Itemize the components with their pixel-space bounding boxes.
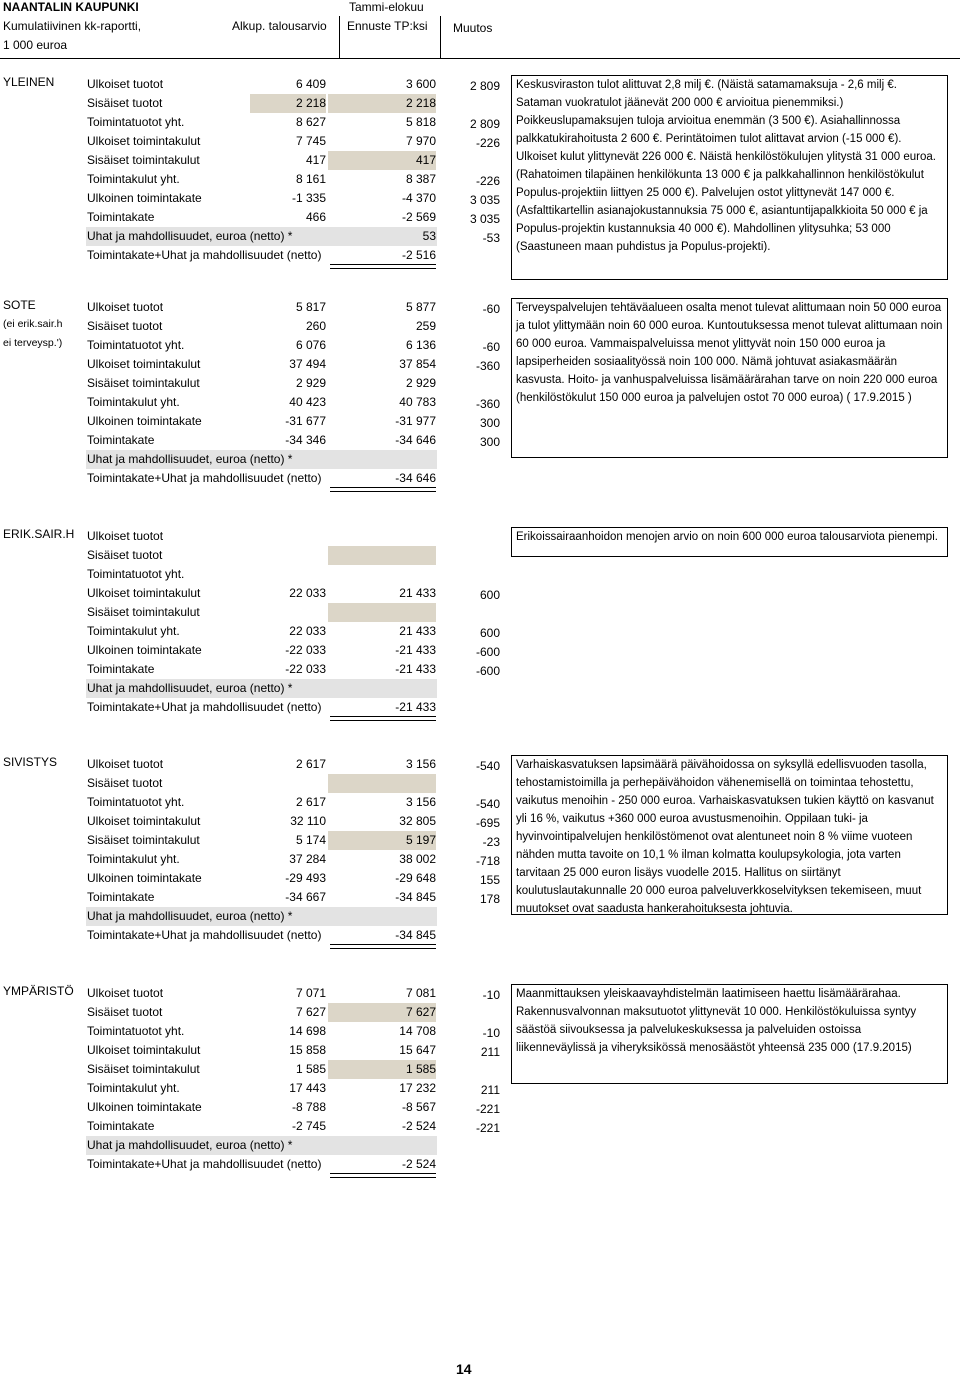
table-row [0,132,510,151]
budget-value [250,450,326,469]
table-row [0,698,510,717]
table-row [0,246,510,265]
budget-value: -29 493 [285,871,326,885]
section-note: Varhaiskasvatuksen lapsimäärä päivähoidossa on syksyllä edellisvuoden tasolla, tehostamistoimilla ja perhepäivähoidon vähenemisellä on toimintaa tehostettu, vaikutus menoihin - 250 000 euroa. Varhaiskasvatuksen tukien käyttö on kasvanut yli 16 %, vaikutus +360 000 euroa avustusmenoihin. Oppilaan tuki- ja hyvinvointipalvelujen henkilöstömenot ovat alentuneet noin 8 % viime vuoteen nähden mutta tavoite on 10,1 % ilman kolmatta koulupsykologia, jota varten tarvitaan 25 000 euron lisäys vuodelle 2015. Hallitus on siirtänyt koulutuslautakunnalle 20 000 euroa palveluverkkoselvityksen tekemiseen, muut muutokset ovat saadusta hankerahoituksesta johtuvia. [511,755,948,915]
change-value [440,450,500,469]
forecast-value [328,603,436,622]
budget-value: 7 745 [295,134,326,148]
budget-value [250,469,326,488]
row-label: Ulkoinen toimintakate [87,643,202,657]
row-label: Toimintakulut yht. [87,1081,180,1095]
section-code: SIVISTYS [3,755,58,769]
budget-value: 14 698 [289,1024,326,1038]
row-label: Sisäiset toimintakulut [87,1062,200,1076]
row-label: Sisäiset toimintakulut [87,376,200,390]
header-divider [339,16,340,58]
change-value: -53 [482,231,500,245]
table-row [0,469,510,488]
row-label: Toimintatuotot yht. [87,795,185,809]
table-row [0,831,510,850]
row-label: Toimintatuotot yht. [87,1024,185,1038]
forecast-value: 6 136 [405,338,436,352]
budget-value: 417 [305,153,326,167]
forecast-value: 3 156 [405,795,436,809]
budget-value: -8 788 [291,1100,326,1114]
table-row [0,1060,510,1079]
budget-value: 5 174 [295,833,326,847]
change-value: -718 [475,854,500,868]
forecast-value: -34 845 [395,890,436,904]
forecast-value: 5 877 [405,300,436,314]
unit-label: 1 000 euroa [3,38,68,52]
change-value: -221 [475,1121,500,1135]
table-row [0,113,510,132]
row-label: Uhat ja mahdollisuudet, euroa (netto) * [87,229,293,243]
table-row [0,393,510,412]
budget-value [250,1136,326,1155]
budget-value: 37 284 [289,852,326,866]
table-row [0,336,510,355]
forecast-value: 3 600 [405,77,436,91]
change-value: 300 [479,435,500,449]
row-label: Toimintatuotot yht. [87,115,185,129]
section-note: Terveyspalvelujen tehtäväalueen osalta menot tulevat alittumaan noin 50 000 euroa ja tulot ylittymään noin 60 000 euroa. Kuntoutuksessa menot tulevat alittumaan noin 60 000 euroa. Vammaispalveluissa menot ylittyvät noin 150 000 euroa ja lapsiperheiden sosiaalityössä noin 100 000. Nämä johtuvat asiakasmäärän kasvusta. Hoito- ja vanhuspalveluissa lisämäärärahan tarve on noin 220 000 euroa (henkilöstökulut 150 000 euroa ja palvelujen ostot 70 000 euroa) ( 17.9.2015 ) [511,298,948,458]
change-value: -10 [482,988,500,1002]
forecast-value: -2 569 [401,210,436,224]
table-row [0,1022,510,1041]
forecast-value: 259 [415,319,436,333]
row-label: Ulkoiset toimintakulut [87,586,201,600]
change-value [440,246,500,265]
change-value [440,317,500,336]
budget-value: 15 858 [289,1043,326,1057]
row-label: Ulkoinen toimintakate [87,871,202,885]
table-row [0,679,510,698]
change-value [440,527,500,546]
change-value [440,603,500,622]
budget-value [250,907,326,926]
table-row [0,227,510,246]
change-value: -695 [475,816,500,830]
row-label: Sisäiset tuotot [87,319,163,333]
forecast-value: -34 845 [395,928,436,942]
row-label: Ulkoiset tuotot [87,757,164,771]
forecast-value: -31 977 [395,414,436,428]
change-value: -221 [475,1102,500,1116]
budget-value: -1 335 [291,191,326,205]
row-label: Ulkoinen toimintakate [87,414,202,428]
table-row [0,641,510,660]
budget-value: 2 617 [295,795,326,809]
forecast-value: -2 516 [401,248,436,262]
row-label: Ulkoiset toimintakulut [87,134,201,148]
row-label: Ulkoinen toimintakate [87,191,202,205]
page-number: 14 [456,1361,472,1377]
row-label: Sisäiset tuotot [87,776,163,790]
table-row [0,1079,510,1098]
row-label: Toimintakate+Uhat ja mahdollisuudet (netto) [87,1157,322,1171]
change-value: -600 [475,664,500,678]
section-code: ERIK.SAIR.H [3,527,75,541]
table-row [0,793,510,812]
row-label: Ulkoiset tuotot [87,529,164,543]
row-label: Toimintakate+Uhat ja mahdollisuudet (netto) [87,928,322,942]
table-row [0,584,510,603]
table-row [0,1136,510,1155]
table-row [0,170,510,189]
table-row [0,622,510,641]
budget-value: 6 409 [295,77,326,91]
table-row [0,355,510,374]
change-value [440,907,500,926]
budget-value [250,603,326,622]
change-value [440,698,500,717]
forecast-value: 21 433 [399,586,436,600]
row-label: Sisäiset toimintakulut [87,153,200,167]
table-row [0,926,510,945]
change-value: -226 [475,174,500,188]
forecast-value [328,527,436,546]
forecast-value: 3 156 [405,757,436,771]
col-header-budget: Alkup. talousarvio [232,19,327,33]
row-label: Toimintakate+Uhat ja mahdollisuudet (netto) [87,471,322,485]
change-value: 211 [480,1045,500,1059]
change-value [440,374,500,393]
budget-value: 37 494 [289,357,326,371]
table-row [0,812,510,831]
row-label: Toimintakate+Uhat ja mahdollisuudet (netto) [87,248,322,262]
row-label: Toimintakulut yht. [87,172,180,186]
row-label: Ulkoiset tuotot [87,77,164,91]
row-label: Toimintakate [87,1119,155,1133]
budget-value: 6 076 [295,338,326,352]
budget-value [250,774,326,793]
row-label: Toimintakate [87,433,155,447]
table-row [0,208,510,227]
forecast-value: -21 433 [395,662,436,676]
row-label: Ulkoiset toimintakulut [87,1043,201,1057]
budget-value: 22 033 [289,624,326,638]
row-label: Ulkoiset toimintakulut [87,357,201,371]
row-label: Sisäiset toimintakulut [87,605,200,619]
row-label: Toimintatuotot yht. [87,567,185,581]
forecast-value: -2 524 [401,1119,436,1133]
budget-value: 5 817 [295,300,326,314]
budget-value: 466 [305,210,326,224]
budget-value: 8 161 [295,172,326,186]
change-value: -60 [482,340,500,354]
change-value: 3 035 [469,193,500,207]
row-label: Toimintakulut yht. [87,852,180,866]
budget-value: 32 110 [290,814,326,828]
forecast-value: 5 197 [328,831,436,850]
forecast-value: -2 524 [401,1157,436,1171]
row-label: Uhat ja mahdollisuudet, euroa (netto) * [87,1138,293,1152]
forecast-value: 7 081 [405,986,436,1000]
table-row [0,1041,510,1060]
budget-value: 260 [305,319,326,333]
forecast-value: 15 647 [399,1043,436,1057]
table-row [0,546,510,565]
total-underline [330,944,436,949]
table-row [0,565,510,584]
forecast-value [328,907,436,926]
change-value [440,469,500,488]
row-label: Ulkoiset tuotot [87,300,164,314]
change-value: 178 [479,892,500,906]
change-value: 211 [480,1083,500,1097]
forecast-value: 21 433 [399,624,436,638]
change-value: 600 [479,626,500,640]
budget-value [250,246,326,265]
row-label: Toimintatuotot yht. [87,338,185,352]
forecast-value [328,450,436,469]
forecast-value: 38 002 [399,852,436,866]
budget-value [250,698,326,717]
change-value [440,926,500,945]
forecast-value: -34 646 [395,471,436,485]
row-label: Ulkoiset tuotot [87,986,164,1000]
budget-value: -34 667 [285,890,326,904]
table-row [0,1117,510,1136]
forecast-value: 2 218 [328,94,436,113]
forecast-value [328,546,436,565]
change-value: -10 [482,1026,500,1040]
change-value: -360 [475,359,500,373]
budget-value: -22 033 [285,662,326,676]
forecast-value: 8 387 [405,172,436,186]
total-underline [330,264,436,269]
row-label: Uhat ja mahdollisuudet, euroa (netto) * [87,909,293,923]
header-divider [440,16,441,58]
change-value: -226 [475,136,500,150]
budget-value: -22 033 [285,643,326,657]
forecast-value: -34 646 [395,433,436,447]
table-row [0,774,510,793]
change-value [440,1060,500,1079]
change-value [440,546,500,565]
forecast-value: -29 648 [395,871,436,885]
table-row [0,1155,510,1174]
forecast-value: 417 [328,151,436,170]
budget-value: 40 423 [289,395,326,409]
section-note: Maanmittauksen yleiskaavayhdistelmän laatimiseen haettu lisämäärärahaa. Rakennusvalvonnan maksutuotot ylittynevät 10 000. Henkilöstökuluissa syntyy säästöä siivouksessa ja palvelukeskuksessa ja palveluiden ostoissa liikenneväylissä ja viheryksikössä menosäästöt yhteensä 235 000 (17.9.2015) [511,984,948,1084]
change-value: 300 [479,416,500,430]
budget-value: 2 929 [295,376,326,390]
table-row [0,603,510,622]
row-label: Sisäiset toimintakulut [87,833,200,847]
budget-value: -2 745 [291,1119,326,1133]
change-value: -540 [475,797,500,811]
budget-value [250,926,326,945]
budget-value: 7 627 [295,1005,326,1019]
section-code: SOTE [3,298,36,312]
budget-value: 2 617 [295,757,326,771]
forecast-value: -21 433 [395,643,436,657]
table-row [0,850,510,869]
change-value [440,774,500,793]
total-underline [330,716,436,721]
col-header-forecast: Ennuste TP:ksi [347,19,428,33]
section-note: Keskusviraston tulot alittuvat 2,8 milj €. (Näistä satamamaksuja - 2,6 milj €. Sataman vuokratulot jäänevät 200 000 € arvioitua pienemmiksi.) Poikkeuslupamaksujen tuloja arvioitua enemmän (3 500 €). Asiahallinnossa palkkatukirahoitusta 2 600 €. Perintätoimen tulot alittavat arvion (-15 000 €). Ulkoiset kulut ylittynevät 226 000 €. Näistä henkilöstökulujen ylitystä 31 000 euroa. (Rahatoimen tilapäinen henkilökunta 13 000 € ja palkkahallinnon henkilöstökulut Populus-projektiin liittyen 25 000 €). Palvelujen ostot ylittynevät 147 000 €. (Asfalttikartellin asianajokustannuksia 75 000 €, asiantuntijapalkkioita 50 000 € ja Populus-projektin kustannuksia 40 000 €). Mahdollinen ylitysuhka; 53 000 (Saastuneen maan puhdistus ja Populus-projekti). [511,75,948,280]
change-value [440,1155,500,1174]
row-label: Ulkoiset toimintakulut [87,814,201,828]
change-value [440,679,500,698]
table-row [0,317,510,336]
budget-value [250,227,326,246]
change-value [440,565,500,584]
forecast-value [328,565,436,584]
change-value: 2 809 [469,117,500,131]
forecast-value: 7 970 [405,134,436,148]
forecast-value: 14 708 [399,1024,436,1038]
budget-value [250,1155,326,1174]
table-row [0,412,510,431]
forecast-value: -8 567 [401,1100,436,1114]
table-row [0,1098,510,1117]
section-code: YMPÄRISTÖ [3,984,74,998]
table-row [0,755,510,774]
change-value: 3 035 [469,212,500,226]
change-value: 155 [479,873,500,887]
budget-value: 8 627 [295,115,326,129]
forecast-value: -21 433 [395,700,436,714]
row-label: Sisäiset tuotot [87,96,163,110]
budget-value [250,546,326,565]
change-value: -60 [482,302,500,316]
budget-value: 22 033 [289,586,326,600]
header-rule [0,58,960,59]
forecast-value [328,679,436,698]
table-row [0,374,510,393]
forecast-value [328,774,436,793]
row-label: Uhat ja mahdollisuudet, euroa (netto) * [87,681,293,695]
budget-value: 7 071 [295,986,326,1000]
row-label: Toimintakate+Uhat ja mahdollisuudet (netto) [87,700,322,714]
report-title: Kumulatiivinen kk-raportti, [3,19,142,33]
change-value [440,1136,500,1155]
budget-value [250,527,326,546]
budget-value: 1 585 [295,1062,326,1076]
table-row [0,869,510,888]
row-label: Sisäiset tuotot [87,548,163,562]
table-row [0,151,510,170]
budget-value: -34 346 [285,433,326,447]
table-row [0,450,510,469]
change-value [440,1003,500,1022]
row-label: Toimintakulut yht. [87,624,180,638]
table-row [0,660,510,679]
budget-value: -31 677 [285,414,326,428]
section-code-note: ei terveysp.') [3,337,63,349]
org-name: NAANTALIN KAUPUNKI [3,0,139,14]
section-code-note: (ei erik.sair.h [3,318,63,330]
row-label: Toimintakate [87,662,155,676]
forecast-value: 32 805 [399,814,436,828]
forecast-value: 37 854 [399,357,436,371]
table-row [0,984,510,1003]
table-row [0,907,510,926]
row-label: Toimintakate [87,210,155,224]
col-header-change: Muutos [453,21,493,35]
forecast-value: 1 585 [328,1060,436,1079]
row-label: Toimintakate [87,890,155,904]
total-underline [330,487,436,492]
forecast-value: 17 232 [399,1081,436,1095]
forecast-value [328,1136,436,1155]
table-row [0,431,510,450]
change-value: -360 [475,397,500,411]
budget-value [250,679,326,698]
table-row [0,888,510,907]
change-value: -600 [475,645,500,659]
change-value: -23 [482,835,500,849]
table-row [0,75,510,94]
budget-value: 17 443 [289,1081,326,1095]
forecast-value: 5 818 [405,115,436,129]
change-value: 600 [479,588,500,602]
change-value: 2 809 [469,79,500,93]
table-row [0,189,510,208]
forecast-value: 40 783 [399,395,436,409]
row-label: Ulkoinen toimintakate [87,1100,202,1114]
budget-value [250,565,326,584]
budget-value: 2 218 [250,94,326,113]
table-row [0,1003,510,1022]
change-value [440,151,500,170]
forecast-value: 53 [422,229,436,243]
period-label: Tammi-elokuu [349,0,424,14]
row-label: Uhat ja mahdollisuudet, euroa (netto) * [87,452,293,466]
row-label: Toimintakulut yht. [87,395,180,409]
table-row [0,298,510,317]
row-label: Sisäiset tuotot [87,1005,163,1019]
forecast-value: 7 627 [328,1003,436,1022]
forecast-value: 2 929 [405,376,436,390]
table-row [0,94,510,113]
section-note: Erikoissairaanhoidon menojen arvio on noin 600 000 euroa talousarviota pienempi. [511,527,948,557]
section-code: YLEINEN [3,75,55,89]
total-underline [330,1173,436,1178]
forecast-value: -4 370 [401,191,436,205]
table-row [0,527,510,546]
change-value: -540 [475,759,500,773]
change-value [440,94,500,113]
